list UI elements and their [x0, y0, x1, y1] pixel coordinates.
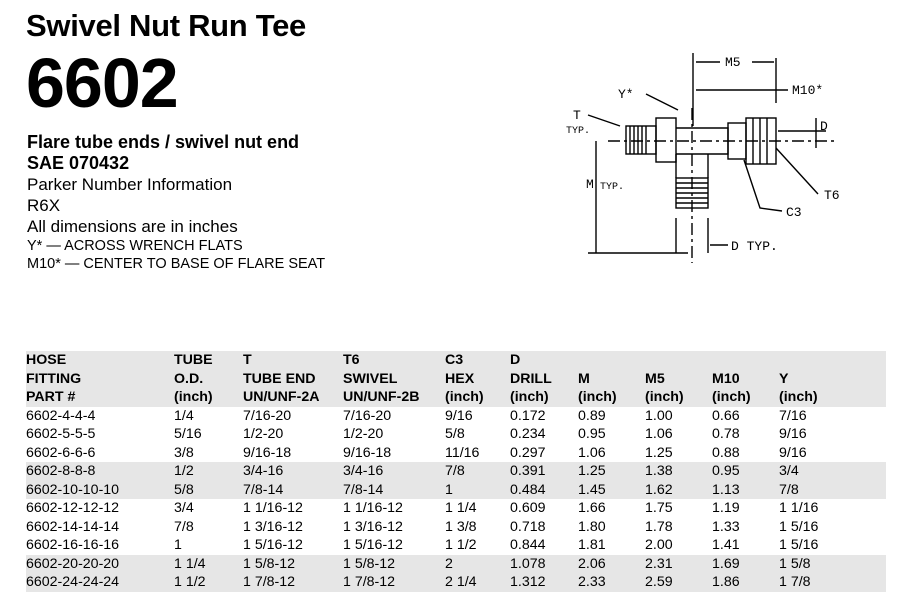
table-cell-y: 1 7/8 [779, 574, 811, 590]
table-cell-t-tube-end: 7/16-20 [243, 407, 292, 424]
table-cell-c3-hex: 7/8 [445, 463, 465, 479]
label-t-typ: TYP. [566, 126, 591, 137]
table-cell-m5: 2.00 [645, 537, 673, 553]
table-row [26, 499, 886, 518]
table-cell-m: 1.80 [578, 518, 606, 535]
table-cell-c3-hex: 2 1/4 [445, 574, 477, 590]
table-cell-hose-fitting: 6602-24-24-24 [26, 574, 120, 590]
table-cell-m10: 1.69 [712, 555, 740, 572]
table-cell-d-drill: 0.297 [510, 444, 546, 461]
table-cell-hose-fitting: 6602-5-5-5 [26, 426, 96, 442]
label-m10: M10* [792, 83, 824, 98]
table-header-row [26, 351, 886, 407]
label-d-typ: D TYP. [731, 239, 778, 254]
table-cell-t6-swivel: 7/8-14 [343, 481, 384, 498]
table-cell-m10: 0.78 [712, 426, 740, 442]
column-header-line: (inch) [578, 389, 617, 405]
table-cell-t-tube-end: 7/8-14 [243, 481, 284, 498]
table-cell-d-drill: 0.609 [510, 500, 546, 516]
table-cell-hose-fitting: 6602-14-14-14 [26, 518, 120, 535]
table-cell-d-drill: 1.312 [510, 574, 546, 590]
table-cell-d-drill: 0.172 [510, 407, 546, 424]
table-cell-d-drill: 0.718 [510, 518, 546, 535]
table-cell-m5: 1.75 [645, 500, 673, 516]
column-header-t6-swivel [343, 351, 445, 407]
table-cell-m: 0.89 [578, 407, 606, 424]
table-cell-y: 9/16 [779, 444, 807, 461]
column-header-m [578, 351, 645, 407]
table-cell-t-tube-end: 9/16-18 [243, 444, 292, 461]
table-cell-c3-hex: 9/16 [445, 407, 473, 424]
column-header-line: T [243, 352, 252, 368]
label-c3: C3 [786, 205, 802, 220]
column-header-line: (inch) [779, 389, 818, 405]
table-cell-d-drill: 0.234 [510, 426, 546, 442]
column-header-line [712, 351, 779, 370]
column-header-line: (inch) [174, 389, 213, 405]
table-cell-t-tube-end: 1 7/8-12 [243, 574, 296, 590]
column-header-line: HOSE [26, 352, 67, 368]
table-cell-tube-od: 1 1/2 [174, 574, 206, 590]
column-header-tube-od [174, 351, 243, 407]
label-t: T [573, 108, 581, 123]
column-header-line: TUBE END [243, 370, 316, 387]
part-number-heading: 6602 [26, 44, 178, 122]
table-cell-t6-swivel: 1 7/8-12 [343, 574, 396, 590]
table-cell-y: 3/4 [779, 463, 799, 479]
label-m-typ: M [586, 177, 594, 192]
table-cell-m10: 0.66 [712, 407, 740, 424]
product-title: Swivel Nut Run Tee [26, 8, 306, 43]
footnote-y: Y* — ACROSS WRENCH FLATS [27, 238, 243, 254]
column-header-line: Y [779, 370, 789, 387]
table-cell-hose-fitting: 6602-6-6-6 [26, 444, 96, 461]
table-cell-t6-swivel: 1 3/16-12 [343, 518, 403, 535]
table-cell-m10: 1.86 [712, 574, 740, 590]
column-header-y [779, 351, 886, 407]
table-cell-m5: 1.25 [645, 444, 673, 461]
column-header-line: (inch) [712, 389, 751, 405]
table-cell-d-drill: 0.844 [510, 537, 546, 553]
product-info [27, 132, 325, 273]
table-cell-c3-hex: 1 1/2 [445, 537, 477, 553]
column-header-line: M5 [645, 370, 665, 387]
dimensions-table [26, 351, 886, 592]
table-row [26, 518, 886, 537]
table-cell-y: 1 5/16 [779, 537, 819, 553]
column-header-line [578, 351, 645, 370]
table-cell-t-tube-end: 1 3/16-12 [243, 518, 303, 535]
table-row [26, 573, 886, 592]
column-header-line: (inch) [445, 389, 484, 405]
column-header-line [645, 351, 712, 370]
column-header-line: O.D. [174, 370, 204, 387]
column-header-line: UN/UNF-2B [343, 389, 420, 405]
table-cell-m10: 0.95 [712, 463, 740, 479]
table-cell-m5: 1.62 [645, 481, 673, 498]
column-header-line: SWIVEL [343, 370, 398, 387]
column-header-line: UN/UNF-2A [243, 389, 320, 405]
column-header-d-drill [510, 351, 578, 407]
column-header-line: (inch) [510, 389, 549, 405]
table-cell-m: 1.81 [578, 537, 606, 553]
table-cell-t-tube-end: 1/2-20 [243, 426, 284, 442]
table-row [26, 555, 886, 574]
footnote-m10: M10* — CENTER TO BASE OF FLARE SEAT [27, 256, 326, 272]
table-cell-c3-hex: 5/8 [445, 426, 465, 442]
column-header-c3-hex [445, 351, 510, 407]
table-cell-tube-od: 5/8 [174, 481, 194, 498]
column-header-line: M [578, 370, 590, 387]
label-m-typ-typ: TYP. [600, 182, 625, 193]
table-cell-hose-fitting: 6602-10-10-10 [26, 481, 120, 498]
table-cell-tube-od: 5/16 [174, 426, 202, 442]
column-header-line: C3 [445, 352, 464, 368]
table-cell-c3-hex: 1 1/4 [445, 500, 477, 516]
table-cell-tube-od: 1/4 [174, 407, 194, 424]
table-cell-m10: 1.13 [712, 481, 740, 498]
table-cell-y: 7/8 [779, 481, 799, 498]
table-cell-m5: 2.59 [645, 574, 673, 590]
table-row [26, 481, 886, 500]
table-cell-t-tube-end: 1 5/8-12 [243, 555, 296, 572]
label-y: Y* [618, 87, 634, 102]
column-header-line: HEX [445, 370, 475, 387]
standard: SAE 070432 [27, 153, 130, 173]
parker-number: R6X [27, 196, 61, 215]
table-cell-d-drill: 1.078 [510, 555, 546, 572]
table-cell-c3-hex: 2 [445, 555, 453, 572]
column-header-line [779, 351, 886, 370]
table-cell-tube-od: 3/8 [174, 444, 194, 461]
table-cell-m5: 1.78 [645, 518, 673, 535]
table-cell-hose-fitting: 6602-20-20-20 [26, 555, 120, 572]
table-cell-tube-od: 1 1/4 [174, 555, 206, 572]
table-cell-hose-fitting: 6602-8-8-8 [26, 463, 96, 479]
table-cell-tube-od: 1 [174, 537, 182, 553]
column-header-line: T6 [343, 352, 360, 368]
table-cell-t6-swivel: 9/16-18 [343, 444, 392, 461]
column-header-m5 [645, 351, 712, 407]
table-cell-t6-swivel: 7/16-20 [343, 407, 392, 424]
table-cell-y: 7/16 [779, 407, 807, 424]
label-m5: M5 [725, 55, 741, 70]
fitting-drawing [548, 48, 848, 273]
table-cell-tube-od: 3/4 [174, 500, 194, 516]
column-header-line: PART # [26, 389, 76, 405]
table-cell-m: 2.33 [578, 574, 606, 590]
table-cell-d-drill: 0.484 [510, 481, 546, 498]
table-cell-t-tube-end: 1 5/16-12 [243, 537, 303, 553]
table-row [26, 462, 886, 481]
dimensions-note: All dimensions are in inches [27, 217, 238, 236]
table-cell-y: 1 5/16 [779, 518, 819, 535]
table-cell-hose-fitting: 6602-16-16-16 [26, 537, 120, 553]
table-cell-m10: 1.33 [712, 518, 740, 535]
column-header-line: D [510, 352, 521, 368]
table-cell-c3-hex: 1 3/8 [445, 518, 477, 535]
table-cell-t-tube-end: 1 1/16-12 [243, 500, 303, 516]
table-cell-t6-swivel: 1 1/16-12 [343, 500, 403, 516]
table-cell-m5: 2.31 [645, 555, 673, 572]
column-header-line: DRILL [510, 370, 552, 387]
table-cell-m: 1.45 [578, 481, 606, 498]
table-cell-tube-od: 1/2 [174, 463, 194, 479]
table-cell-y: 1 1/16 [779, 500, 819, 516]
table-cell-m: 0.95 [578, 426, 606, 442]
table-cell-tube-od: 7/8 [174, 518, 194, 535]
table-cell-m: 1.06 [578, 444, 606, 461]
subtitle: Flare tube ends / swivel nut end [27, 132, 300, 152]
table-cell-m5: 1.00 [645, 407, 673, 424]
table-cell-c3-hex: 11/16 [445, 444, 480, 461]
table-cell-y: 1 5/8 [779, 555, 811, 572]
table-cell-t6-swivel: 1 5/16-12 [343, 537, 403, 553]
table-cell-y: 9/16 [779, 426, 807, 442]
table-cell-hose-fitting: 6602-4-4-4 [26, 407, 96, 424]
table-cell-t6-swivel: 1/2-20 [343, 426, 384, 442]
table-cell-t-tube-end: 3/4-16 [243, 463, 284, 479]
table-cell-m: 1.66 [578, 500, 606, 516]
column-header-m10 [712, 351, 779, 407]
table-cell-m10: 1.41 [712, 537, 740, 553]
table-row [26, 444, 886, 463]
table-cell-c3-hex: 1 [445, 481, 453, 498]
column-header-line: M10 [712, 370, 740, 387]
table-cell-m10: 0.88 [712, 444, 740, 461]
table-cell-m5: 1.06 [645, 426, 673, 442]
parker-label: Parker Number Information [27, 175, 233, 194]
column-header-t-tube-end [243, 351, 343, 407]
table-cell-m5: 1.38 [645, 463, 673, 479]
table-row [26, 425, 886, 444]
table-cell-d-drill: 0.391 [510, 463, 546, 479]
label-t6: T6 [824, 188, 840, 203]
label-d-top: D [820, 119, 828, 134]
table-cell-hose-fitting: 6602-12-12-12 [26, 500, 120, 516]
table-cell-m: 1.25 [578, 463, 606, 479]
table-cell-t6-swivel: 1 5/8-12 [343, 555, 396, 572]
column-header-hose-fitting [26, 351, 174, 407]
column-header-line: TUBE [174, 352, 213, 368]
table-row [26, 536, 886, 555]
table-row [26, 407, 886, 426]
column-header-line: FITTING [26, 370, 82, 387]
column-header-line: (inch) [645, 389, 684, 405]
table-cell-m: 2.06 [578, 555, 606, 572]
table-cell-m10: 1.19 [712, 500, 740, 516]
table-cell-t6-swivel: 3/4-16 [343, 463, 384, 479]
